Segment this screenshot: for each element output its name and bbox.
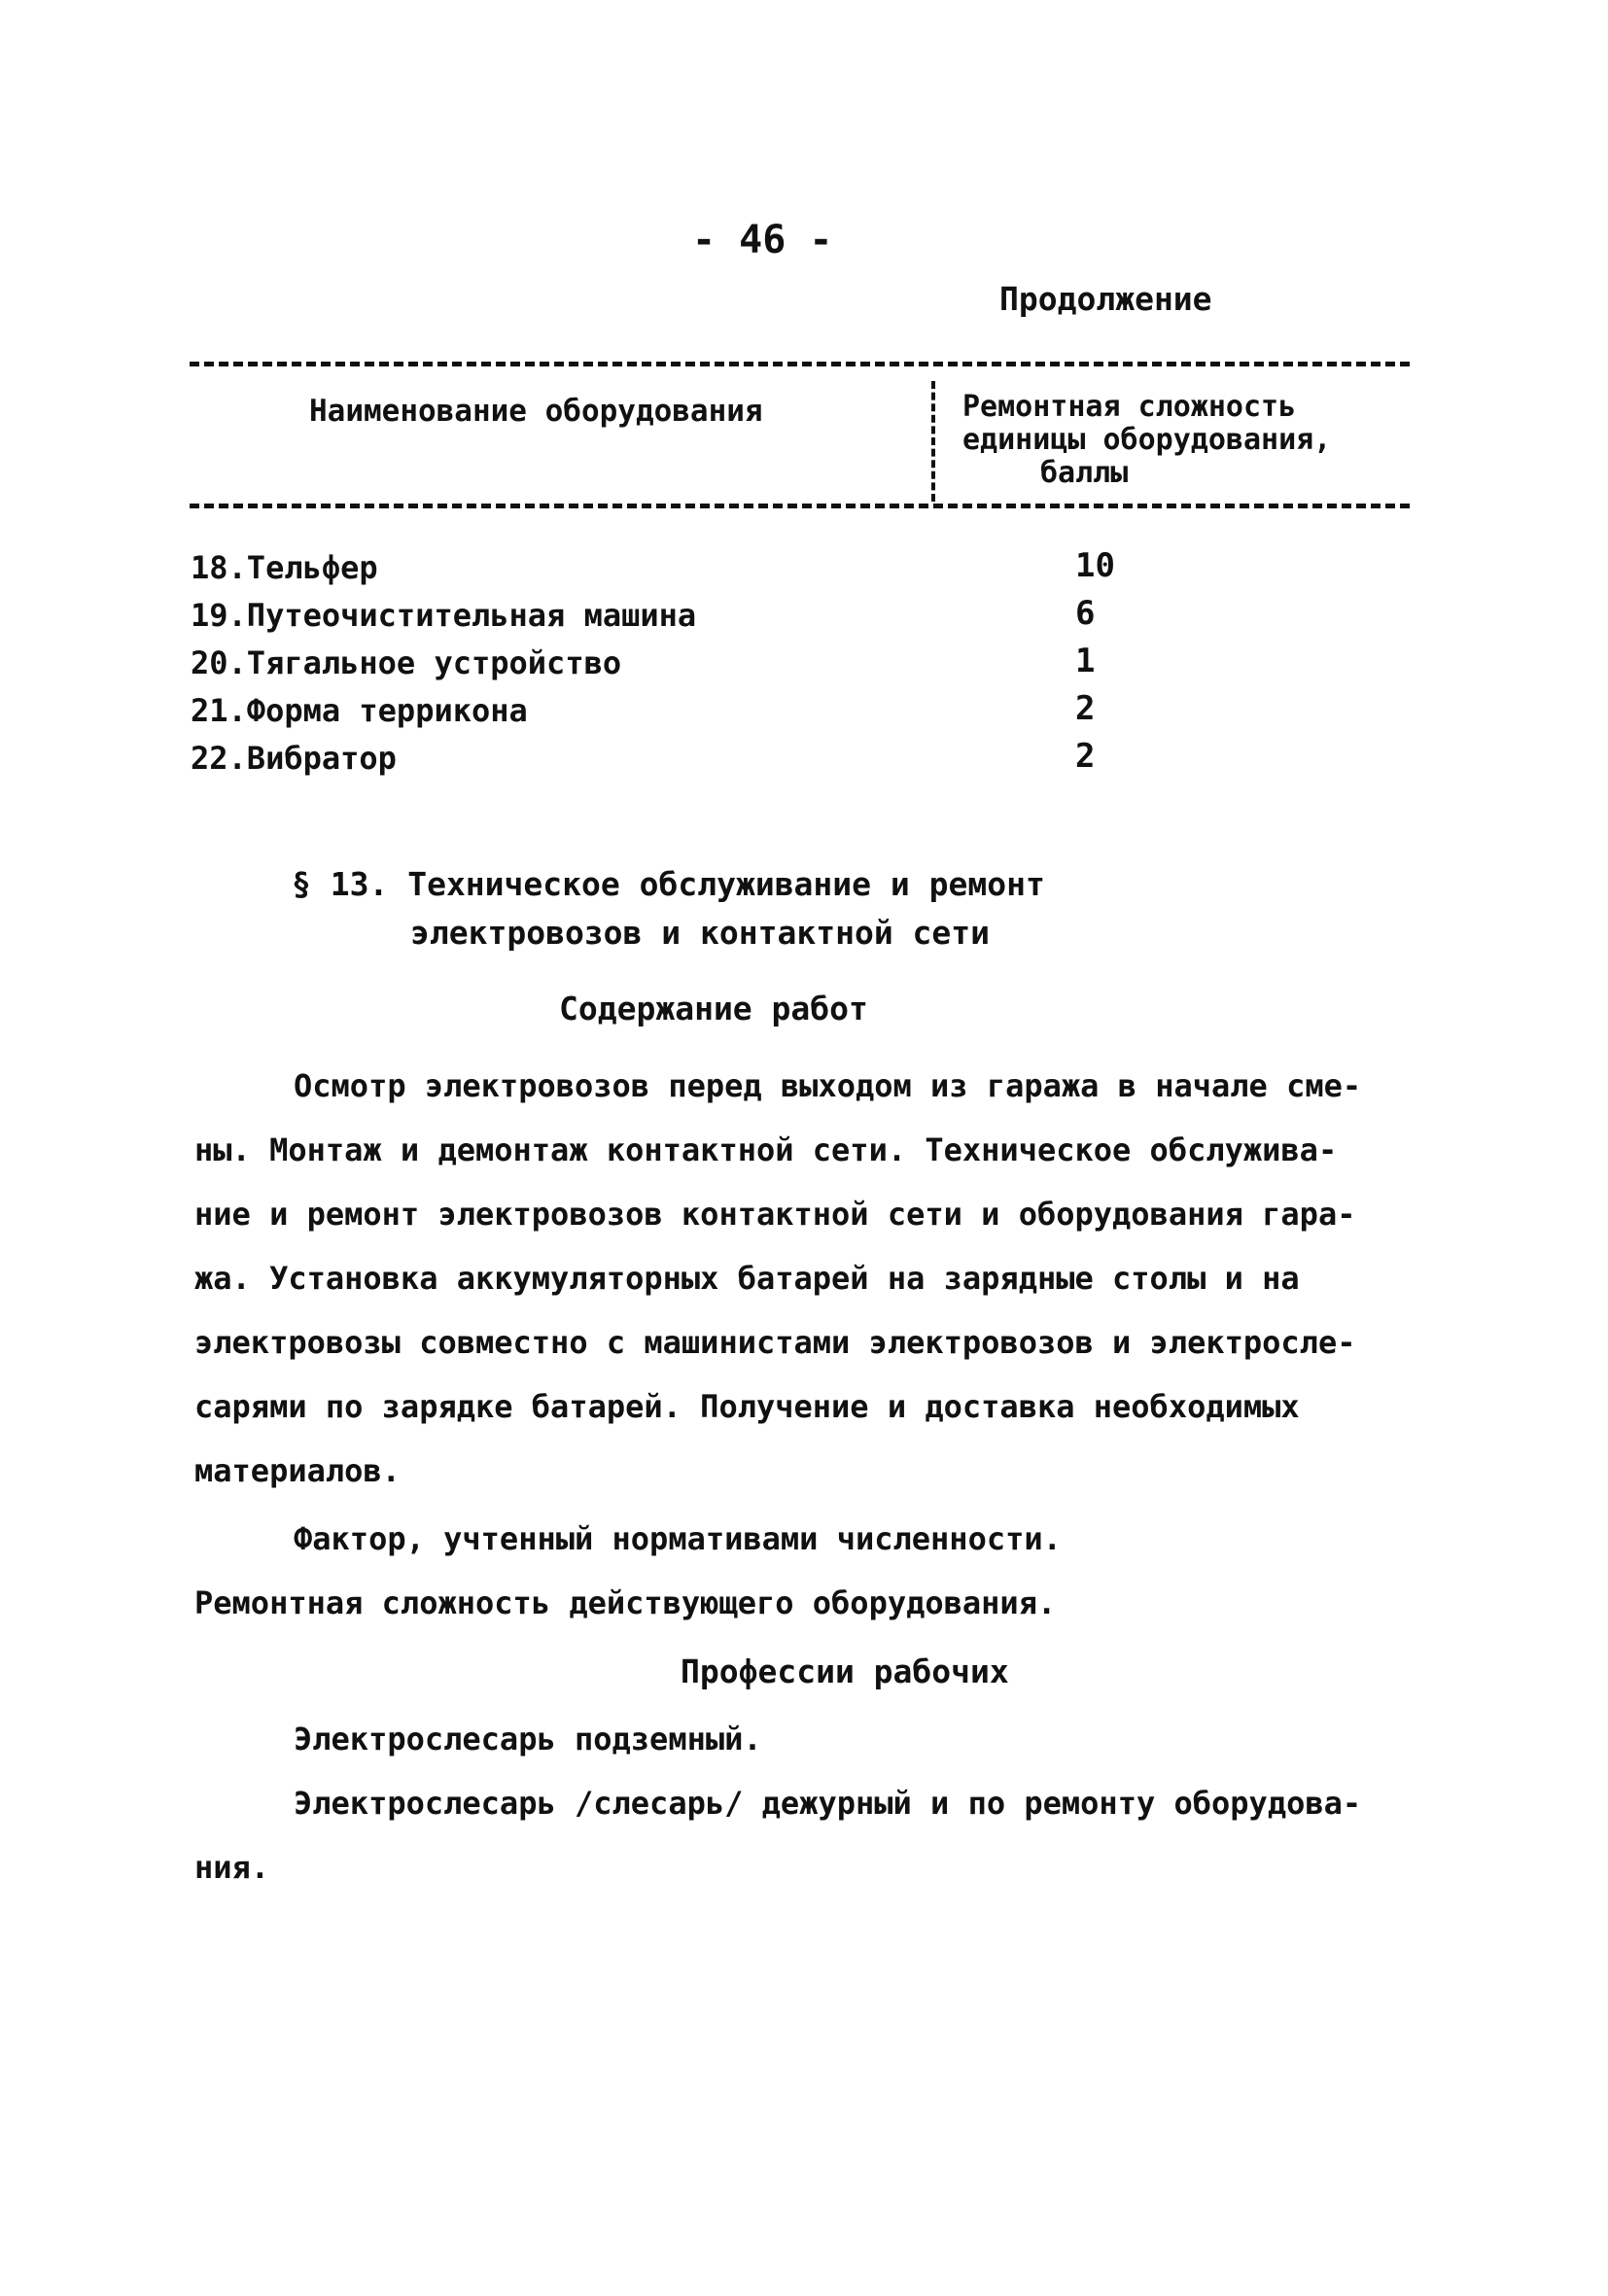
table-header-name: Наименование оборудования [309, 394, 763, 429]
table-row-name: 20.Тягальное устройство [191, 644, 622, 681]
table-header-complexity [962, 391, 1331, 490]
header-complexity-line2: единицы оборудования, [962, 423, 1332, 457]
table-row-value: 6 [1075, 594, 1096, 633]
table-row-value: 2 [1075, 737, 1096, 776]
professions-heading: Профессии рабочих [681, 1652, 1009, 1690]
content-line: материалов. [194, 1452, 401, 1489]
page-number: - 46 - [692, 218, 833, 262]
factor-line: Ремонтная сложность действующего оборудования. [194, 1584, 1057, 1621]
table-row-name: 18.Тельфер [191, 549, 378, 586]
content-line: жа. Установка аккумуляторных батарей на зарядные столы и на [194, 1260, 1300, 1297]
content-line: сарями по зарядке батарей. Получение и доставка необходимых [194, 1388, 1300, 1425]
table-row-value: 2 [1075, 689, 1096, 728]
table-row-name: 21.Форма терриконa [191, 692, 528, 729]
table-row-value: 1 [1075, 642, 1096, 680]
table-top-rule [190, 362, 1410, 366]
table-header-rule [190, 504, 1410, 508]
section-heading [292, 860, 1045, 957]
content-subheading: Содержание работ [559, 990, 868, 1027]
header-complexity-line1: Ремонтная сложность [962, 390, 1297, 424]
content-line: ние и ремонт электровозов контактной сети и оборудования гара- [194, 1196, 1356, 1233]
table-column-divider [931, 381, 935, 502]
table-row-value: 10 [1075, 546, 1115, 585]
factor-line: Фактор, учтенный нормативами численности. [294, 1520, 1062, 1557]
content-line: электровозы совместно с машинистами электровозов и электросле- [194, 1324, 1356, 1361]
profession-line: Электрослесарь подземный. [294, 1721, 762, 1757]
content-line: ны. Монтаж и демонтаж контактной сети. Техническое обслужива- [194, 1131, 1338, 1168]
section-heading-line2: электровозов и контактной сети [410, 914, 991, 952]
continuation-label: Продолжение [999, 280, 1212, 318]
table-row-name: 19.Путеочистительная машина [191, 597, 697, 634]
section-heading-line1: § 13. Техническое обслуживание и ремонт [292, 865, 1045, 903]
header-complexity-line3: баллы [1040, 456, 1129, 490]
profession-line: Электрослесарь /слесарь/ дежурный и по ремонту оборудова- [294, 1785, 1362, 1822]
profession-line: ния. [194, 1849, 270, 1886]
content-line: Осмотр электровозов перед выходом из гаража в начале сме- [294, 1067, 1362, 1104]
table-row-name: 22.Вибратор [191, 740, 397, 777]
